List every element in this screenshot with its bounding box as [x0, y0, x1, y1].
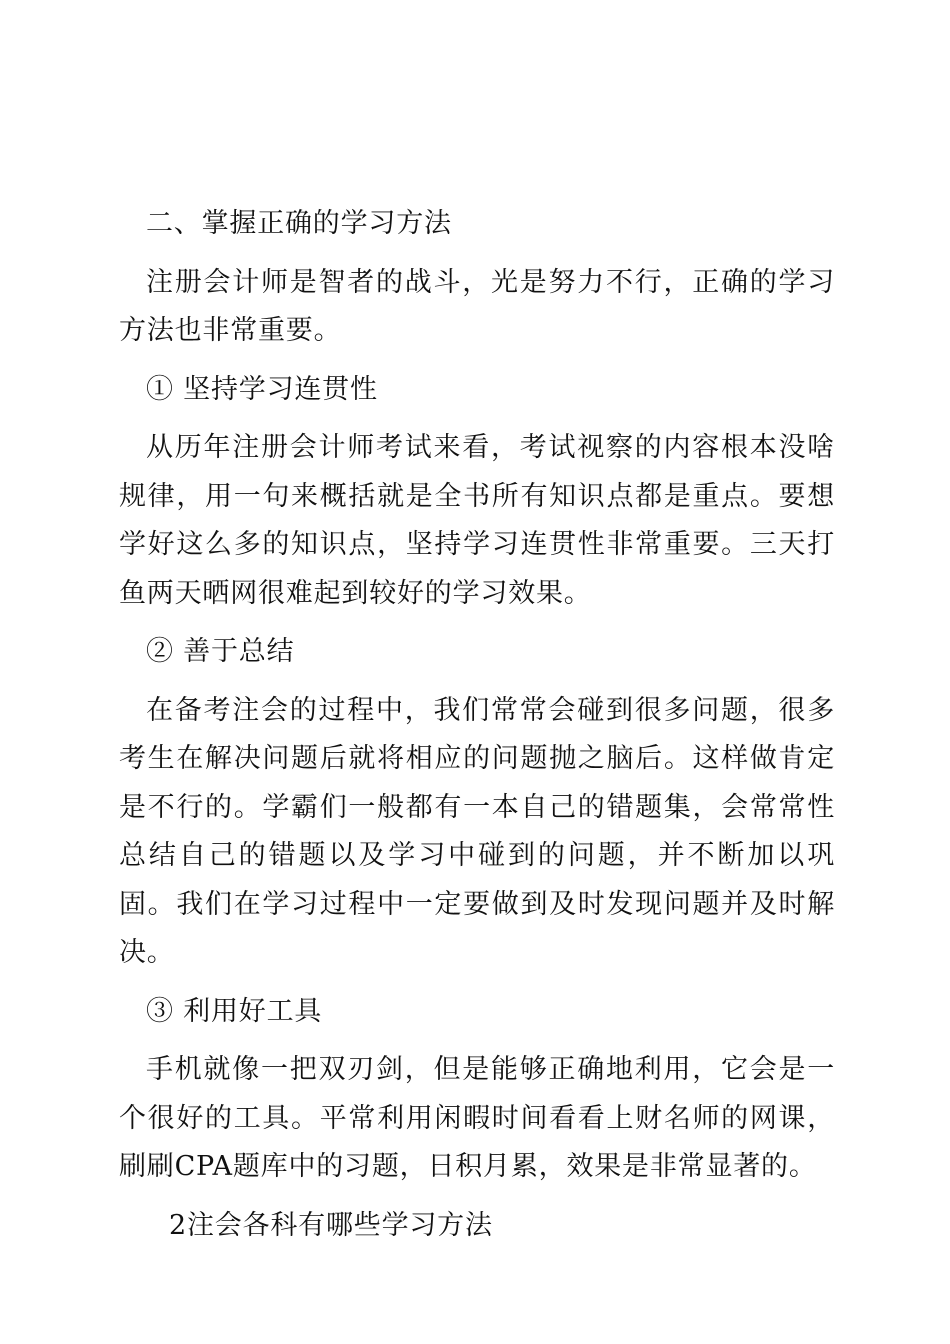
- intro-paragraph: 注册会计师是智者的战斗，光是努力不行，正确的学习方法也非常重要。: [119, 266, 835, 346]
- spacer: [119, 978, 835, 988]
- document-content: [119, 200, 835, 1250]
- item-body-summarize: 在备考注会的过程中，我们常常会碰到很多问题，很多考生在解决问题后就将相应的问题抛之脑后。这样做肯定是不行的。学霸们一般都有一本自己的错题集，会常常性总结自己的错题以及学习中碰到的问题，并不断加以巩固。我们在学习过程中一定要做到及时发现问题并及时解决。: [119, 694, 835, 968]
- section-heading: 二、掌握正确的学习方法: [146, 208, 452, 239]
- next-section-title: 2注会各科有哪些学习方法: [169, 1209, 493, 1241]
- spacer: [119, 414, 835, 424]
- item-title-continuity: ① 坚持学习连贯性: [146, 373, 378, 405]
- spacer: [119, 1036, 835, 1046]
- spacer: [119, 677, 835, 687]
- item-body-continuity: 从历年注册会计师考试来看，考试视察的内容根本没啥规律，用一句来概括就是全书所有知识点都是重点。要想学好这么多的知识点，坚持学习连贯性非常重要。三天打鱼两天晒网很难起到较好的学习效果。: [119, 432, 835, 609]
- spacer: [119, 249, 835, 259]
- spacer: [119, 356, 835, 366]
- item-title-tools: ③ 利用好工具: [146, 995, 323, 1027]
- spacer: [119, 618, 835, 628]
- item-title-summarize: ② 善于总结: [146, 636, 295, 667]
- item-body-tools: 手机就像一把双刃剑，但是能够正确地利用，它会是一个很好的工具。平常利用闲暇时间看看上财名师的网课，刷刷CPA题库中的习题，日积月累，效果是非常显著的。: [119, 1054, 835, 1182]
- spacer: [119, 1192, 835, 1202]
